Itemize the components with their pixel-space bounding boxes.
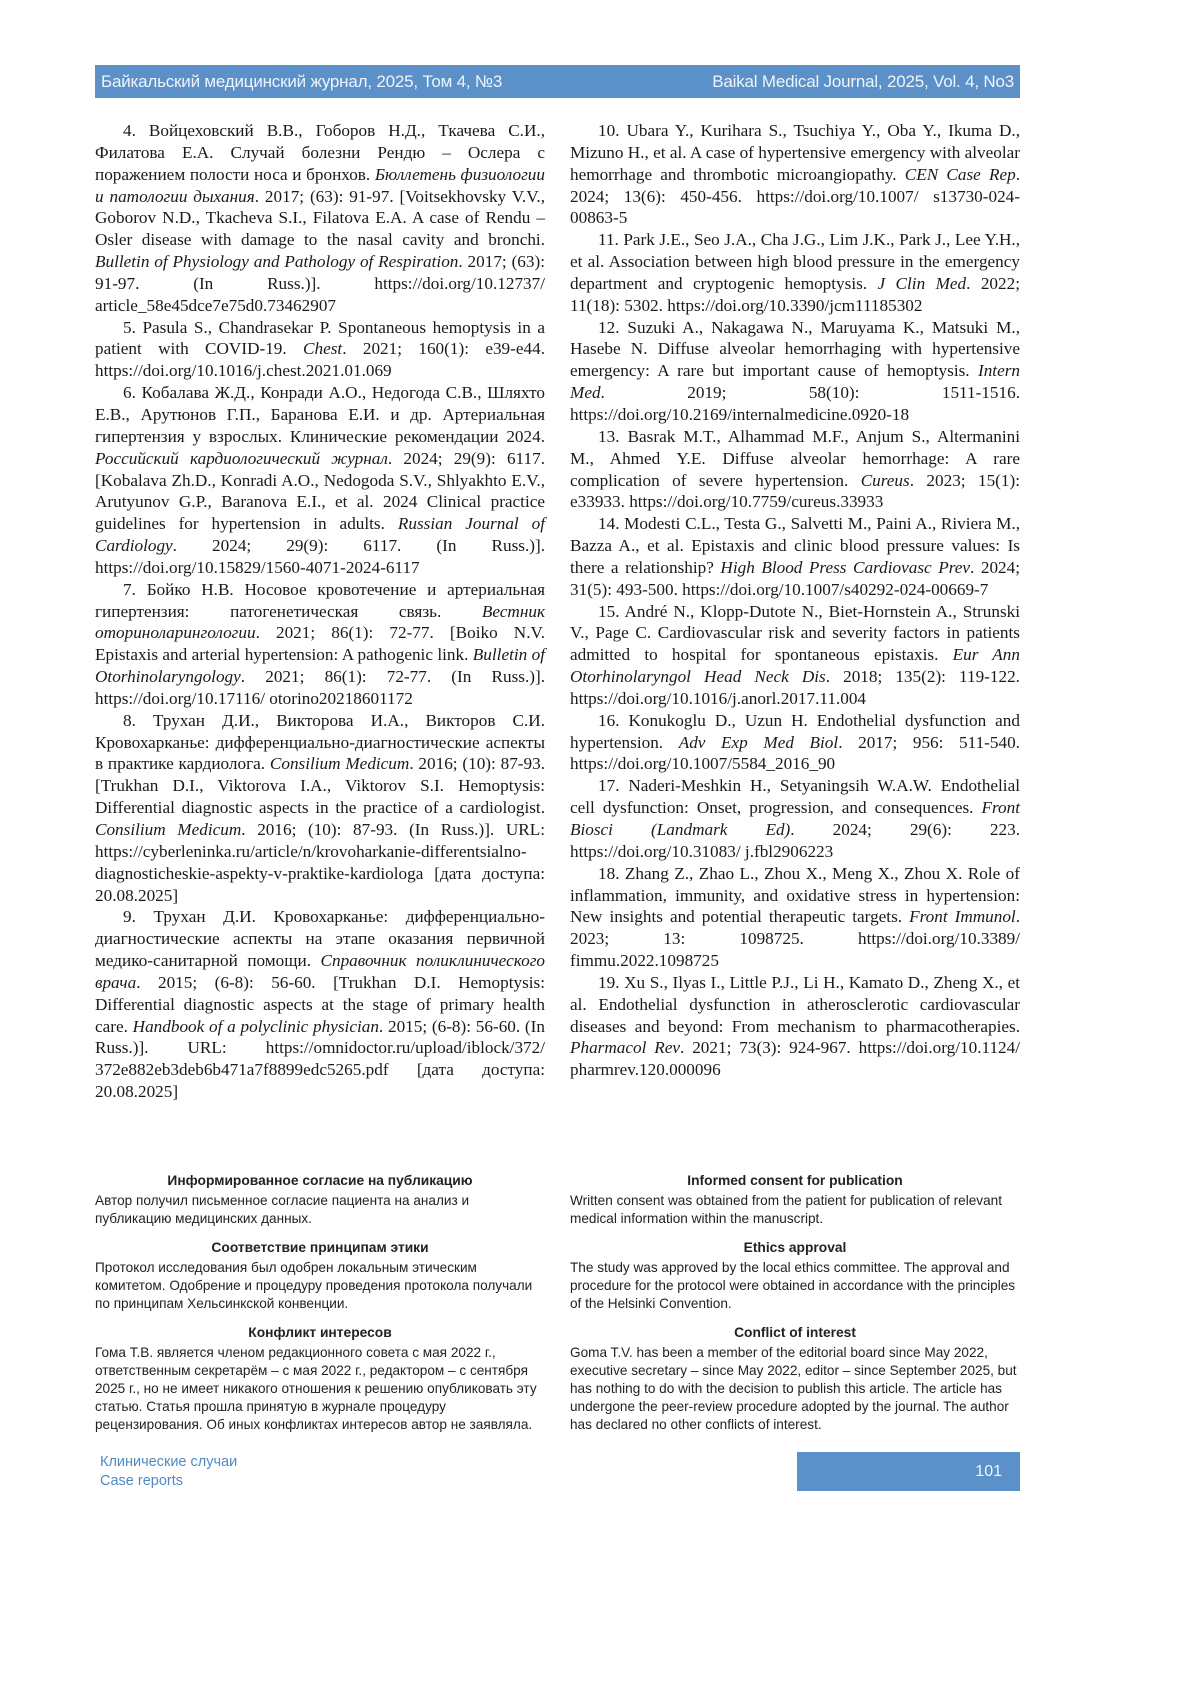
journal-title-en: Baikal Medical Journal, 2025, Vol. 4, No3 — [712, 71, 1014, 91]
journal-name: Russian Journal of Cardiology — [95, 514, 545, 556]
reference-text: 9. Трухан Д.И. Кровохарканье: дифференциально-диагностические аспекты на этапе оказания первичной медико-санитарной помощи. — [95, 907, 545, 971]
reference-item — [570, 229, 1020, 316]
reference-text: . 2024; 29(6): 223. https://doi.org/10.31083/ j.fbl2906223 — [570, 820, 1021, 861]
running-header — [95, 65, 1020, 98]
page-number-box — [797, 1452, 1020, 1491]
reference-text: 13. Basrak M.T., Alhammad M.F., Anjum S., Altermanini M., Ahmed Y.E. Diffuse alveolar hemorrhage: A rare complication of severe hypertension. — [570, 426, 1020, 490]
journal-name: Front Biosci (Landmark Ed) — [570, 798, 1020, 839]
journal-name: Cureus — [860, 470, 910, 490]
reference-text: 5. Pasula S., Chandrasekar P. Spontaneous hemoptysis in a patient with COVID-19. — [95, 317, 545, 359]
reference-text: . 2024; 31(5): 493-500. https://doi.org/10.1007/s40292-024-00669-7 — [570, 557, 1020, 599]
reference-text: . 2017; (63): 91-97. (In Russ.)]. https://doi.org/10.12737/ article_58e45dce7e75d0.73462907 — [95, 252, 545, 315]
reference-item — [570, 426, 1020, 513]
reference-text: 4. Войцеховский В.В., Гоборов Н.Д., Ткачева С.И., Филатова Е.А. Случай болезни Рендю – Ослера с поражением полости носа и бронхов. — [95, 121, 545, 184]
reference-item — [95, 906, 545, 1103]
reference-text: 11. Park J.E., Seo J.A., Cha J.G., Lim J.K., Park J., Lee Y.H., et al. Association between high blood pressure in the emergency department and cryptogenic hemoptysis. — [570, 230, 1020, 293]
journal-name: Adv Exp Med Biol — [678, 732, 839, 752]
journal-name: Bulletin of Otorhinolaryngology — [95, 645, 545, 687]
section-text: Гома Т.В. является членом редакционного совета с мая 2022 г., ответственным секретарём – с мая 2022 г., редактором – с сентября 2025 г., но не имеет никакого отношения к решению опубликовать эту статью. Статья прошла принятую в журнале процедуру рецензирования. Об иных конфликтах интересов автор не заявляла. — [95, 1345, 537, 1432]
reference-text: 10. Ubara Y., Kurihara S., Tsuchiya Y., Oba Y., Ikuma D., Mizuno H., et al. A case of hypertensive emergency with alveolar hemorrhage and thrombotic microangiopathy. — [570, 121, 1020, 184]
journal-name: High Blood Press Cardiovasc Prev — [720, 557, 970, 577]
journal-name: Front Immunol — [909, 907, 1016, 927]
reference-text: 14. Modesti C.L., Testa G., Salvetti M., Paini A., Riviera M., Bazza A., et al. Epistaxis and clinic blood pressure values: Is there a relationship? — [570, 514, 1020, 577]
journal-name: Chest — [303, 339, 343, 359]
reference-text: . 2016; (10): 87-93. [Trukhan D.I., Viktorova I.A., Viktorov S.I. Hemoptysis: Differential diagnostic aspects in the practice of a cardiologist. — [95, 754, 545, 818]
reference-text: 15. André N., Klopp-Dutote N., Biet-Hornstein A., Strunski V., Page C. Cardiovascular risk and severity factors in patients admitted to hospital for spontaneous epistaxis. — [570, 601, 1020, 665]
declarations-ru — [95, 1172, 545, 1445]
section-text: Written consent was obtained from the patient for publication of relevant medical information within the manuscript. — [570, 1193, 1002, 1226]
reference-item — [570, 775, 1020, 862]
section-text: Goma T.V. has been a member of the editorial board since May 2022, executive secretary – since May 2022, editor – since September 2025, but has nothing to do with the decision to publish this article. The article has undergone the peer-review procedure adopted by the journal. The author has declared no other conflicts of interest. — [570, 1345, 1017, 1432]
section-text: Автор получил письменное согласие пациента на анализ и публикацию медицинских данных. — [95, 1193, 470, 1226]
reference-item — [95, 120, 545, 317]
section-heading: Соответствие принципам этики — [211, 1240, 429, 1255]
reference-text: . 2017; (63): 91-97. [Voitsekhovsky V.V., Goborov N.D., Tkacheva S.I., Filatova E.A. A case of Rendu – Osler disease with damage to the nasal cavity and bronchi. — [95, 186, 545, 250]
journal-name: CEN Case Rep — [904, 164, 1016, 184]
reference-text: . 2021; 86(1): 72-77. (In Russ.)]. https://doi.org/10.17116/ otorino20218601172 — [95, 667, 545, 708]
reference-text: . 2021; 86(1): 72-77. [Boiko N.V. Epistaxis and arterial hypertension: A pathogenic link. — [95, 623, 545, 665]
references-right-column — [570, 120, 1020, 1081]
footer-section-en: Case reports — [100, 1473, 184, 1489]
journal-name: Consilium Medicum — [95, 820, 242, 839]
declarations-en — [570, 1172, 1020, 1445]
reference-text: . 2024; 13(6): 450-456. https://doi.org/10.1007/ s13730-024-00863-5 — [570, 164, 1020, 228]
reference-item — [95, 382, 545, 579]
journal-name: Pharmacol Rev — [570, 1038, 681, 1058]
journal-name: J Clin Med — [877, 273, 967, 293]
reference-text: . 2019; 58(10): 1511-1516. https://doi.org/10.2169/internalmedicine.0920-18 — [570, 383, 1020, 424]
journal-title-ru: Байкальский медицинский журнал, 2025, Том 4, №3 — [101, 71, 503, 91]
reference-text: . 2022; 11(18): 5302. https://doi.org/10.3390/jcm11185302 — [570, 273, 1020, 315]
reference-text: . 2016; (10): 87-93. (In Russ.)]. URL: https://cyberleninka.ru/article/n/krovoharkanie-differentsialno-diagnosticheskie-aspekty-v-praktike-kardiologa [дата доступа: 20.08.2025] — [95, 820, 546, 905]
section-heading: Информированное согласие на публикацию — [167, 1173, 473, 1188]
reference-text: . 2021; 160(1): e39-e44. https://doi.org/10.1016/j.chest.2021.01.069 — [95, 339, 545, 381]
section-heading: Informed consent for publication — [687, 1173, 903, 1188]
reference-text: 8. Трухан Д.И., Викторова И.А., Викторов С.И. Кровохарканье: дифференциально-диагностические аспекты в практике кардиолога. — [95, 710, 545, 774]
footer-section-ru: Клинические случаи — [100, 1454, 238, 1470]
reference-text: . 2024; 29(9): 6117. [Kobalava Zh.D., Konradi A.O., Nedogoda S.V., Shlyakhto E.V., Arutyunov G.P., Baranova E.I., et al. 2024 Clinical practice guidelines for hypertension in adults. — [95, 448, 545, 534]
reference-item — [570, 317, 1020, 426]
reference-text: 12. Suzuki A., Nakagawa N., Maruyama K., Matsuki M., Hasebe N. Diffuse alveolar hemorrhaging with hypertensive emergency: A rare but important cause of hemoptysis. — [570, 317, 1020, 381]
reference-text: 7. Бойко Н.В. Носовое кровотечение и артериальная гипертензия: патогенетическая связь. — [95, 579, 545, 621]
reference-item — [570, 601, 1020, 710]
reference-item — [95, 579, 545, 710]
section-heading: Конфликт интересов — [248, 1325, 392, 1340]
journal-name: Intern Med — [570, 361, 1020, 403]
footer-section — [100, 1453, 237, 1491]
reference-text: 6. Кобалава Ж.Д., Конради А.О., Недогода С.В., Шляхто Е.В., Арутюнов Г.П., Баранова Е.И. и др. Артериальная гипертензия у взрослых. Клинические рекомендации 2024. — [95, 383, 545, 446]
journal-name: Bulletin of Physiology and Pathology of Respiration — [95, 252, 459, 272]
reference-item — [570, 972, 1020, 1081]
reference-item — [570, 120, 1020, 229]
reference-text: . 2017; 956: 511-540. https://doi.org/10.1007/5584_2016_90 — [570, 732, 1020, 774]
reference-item — [95, 317, 545, 383]
reference-text: . 2015; (6-8): 56-60. [Trukhan D.I. Hemoptysis: Differential diagnostic aspects at the stage of primary health care. — [95, 972, 545, 1036]
reference-text: . 2015; (6-8): 56-60. (In Russ.)]. URL: https://omnidoctor.ru/upload/iblock/372/ 372e882eb3deb6b471a7f8899edc5265.pdf [дата доступа: 20.08.2025] — [95, 1016, 545, 1102]
section-heading: Conflict of interest — [734, 1325, 856, 1340]
reference-item — [570, 710, 1020, 776]
journal-name: Вестник оториноларингологии — [95, 601, 545, 643]
section-heading: Ethics approval — [743, 1240, 847, 1255]
journal-name: Справочник поликлинического врача — [95, 951, 545, 992]
page-number: 101 — [975, 1462, 1002, 1480]
references-left-column — [95, 120, 545, 1103]
reference-text: . 2021; 73(3): 924-967. https://doi.org/10.1124/ pharmrev.120.000096 — [570, 1038, 1020, 1080]
reference-text: . 2018; 135(2): 119-122. https://doi.org/10.1016/j.anorl.2017.11.004 — [570, 667, 1020, 708]
section-text: Протокол исследования был одобрен локальным этическим комитетом. Одобрение и процедуру проведения протокола получали по принципам Хельсинкской конвенции. — [95, 1260, 533, 1311]
reference-text: . 2024; 29(9): 6117. (In Russ.)]. https://doi.org/10.15829/1560-4071-2024-6117 — [95, 536, 545, 577]
journal-name: Eur Ann Otorhinolaryngol Head Neck Dis — [570, 645, 1020, 687]
reference-text: 16. Konukoglu D., Uzun H. Endothelial dysfunction and hypertension. — [570, 710, 1020, 752]
reference-text: . 2023; 13: 1098725. https://doi.org/10.3389/ fimmu.2022.1098725 — [570, 907, 1020, 971]
reference-item — [95, 710, 545, 907]
reference-text: . 2023; 15(1): e33933. https://doi.org/10.7759/cureus.33933 — [570, 470, 1020, 512]
reference-text: 17. Naderi-Meshkin H., Setyaningsih W.A.W. Endothelial cell dysfunction: Onset, progression, and consequences. — [570, 776, 1020, 818]
section-text: The study was approved by the local ethics committee. The approval and procedure for the protocol were obtained in accordance with the principles of the Helsinki Convention. — [570, 1260, 1016, 1311]
reference-item — [570, 863, 1020, 972]
journal-name: Российский кардиологический журнал — [95, 448, 388, 468]
journal-name: Consilium Medicum — [269, 754, 410, 774]
reference-text: 18. Zhang Z., Zhao L., Zhou X., Meng X., Zhou X. Role of inflammation, immunity, and oxidative stress in hypertension: New insights and potential therapeutic targets. — [570, 863, 1020, 927]
journal-name: Бюллетень физиологии и патологии дыхания — [95, 164, 545, 206]
reference-item — [570, 513, 1020, 600]
journal-name: Handbook of a polyclinic physician — [132, 1016, 379, 1036]
reference-text: 19. Xu S., Ilyas I., Little P.J., Li H., Kamato D., Zheng X., et al. Endothelial dysfunction in atherosclerotic cardiovascular diseases and beyond: From mechanism to pharmacotherapies. — [570, 972, 1020, 1036]
